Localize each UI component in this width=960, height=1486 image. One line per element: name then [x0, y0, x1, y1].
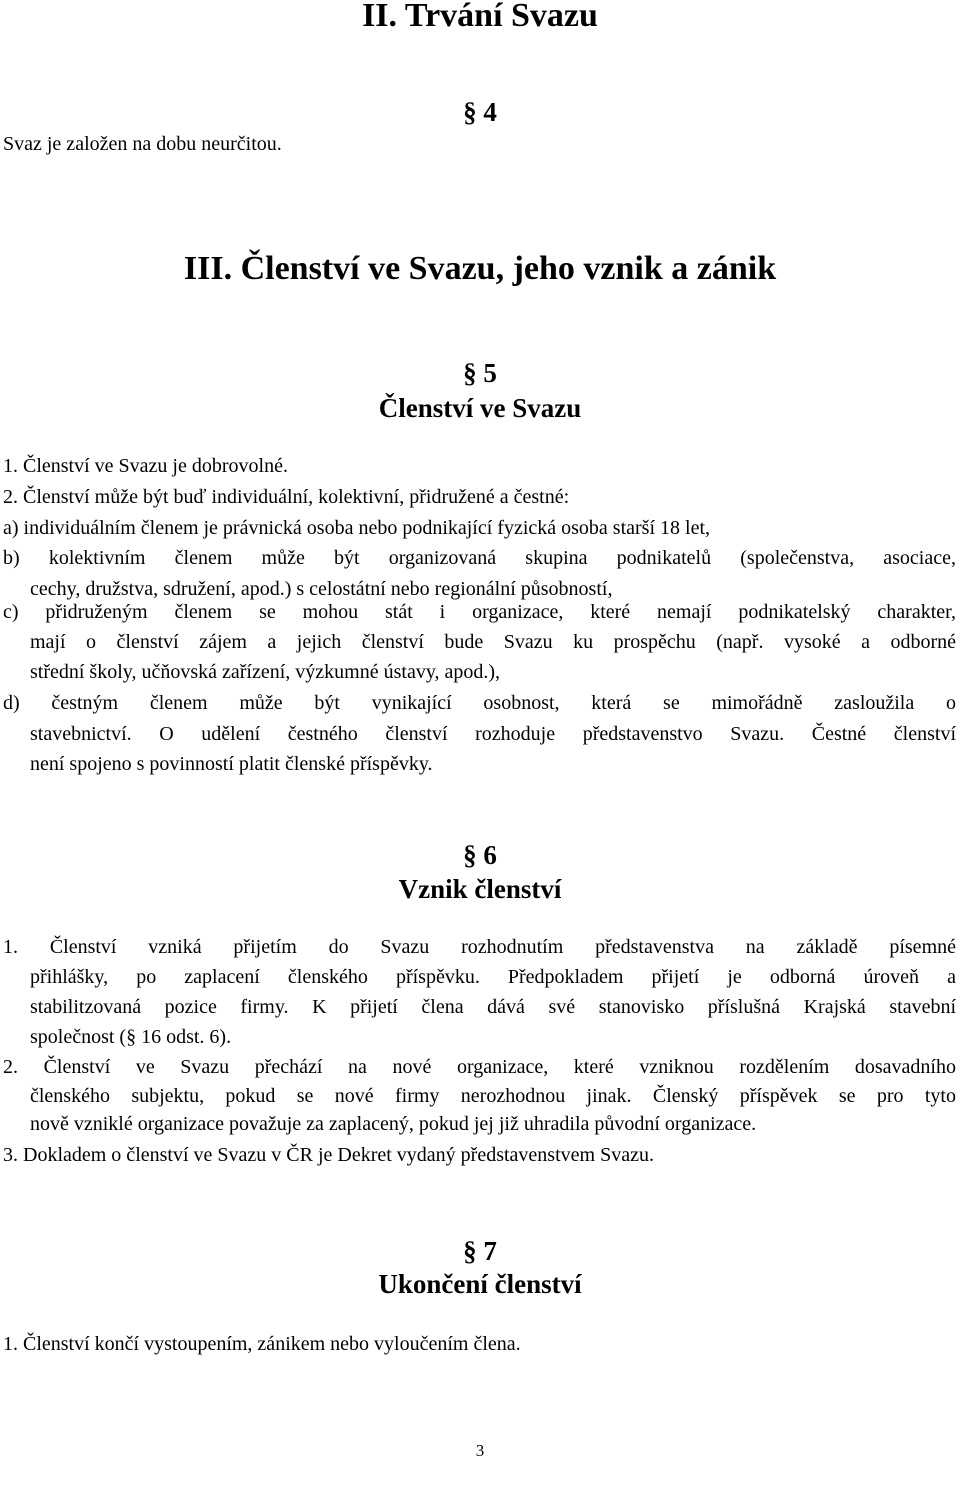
section-5-title: Členství ve Svazu: [378, 393, 582, 423]
section-4-text: Svaz je založen na dobu neurčitou.: [3, 133, 282, 155]
section-7-paragraph-1: 1. Členství končí vystoupením, zánikem nebo vyloučením člena.: [3, 1333, 521, 1355]
section-6-paragraph-1-line-3: stabilitzovaná pozice firmy. K přijetí člena dává své stanovisko příslušná Krajská stavební: [30, 996, 956, 1018]
section-5-item-c-line-1: c) přidruženým členem se mohou stát i organizace, které nemají podnikatelský charakter,: [3, 601, 956, 623]
section-6-paragraph-2-line-2: členského subjektu, pokud se nové firmy nerozhodnou jinak. Členský příspěvek se pro tyto: [30, 1085, 956, 1107]
section-6-paragraph-1-line-2: přihlášky, po zaplacení členského příspěvku. Předpokladem přijetí je odborná úroveň a: [30, 966, 956, 988]
section-5-item-b-line-2: cechy, družstva, sdružení, apod.) s celostátní nebo regionální působností,: [30, 578, 613, 600]
section-6-paragraph-2-line-1: 2. Členství ve Svazu přechází na nové organizace, které vzniknou rozdělením dosavadního: [3, 1056, 956, 1078]
section-6-paragraph-3: 3. Dokladem o členství ve Svazu v ČR je Dekret vydaný představenstvem Svazu.: [3, 1144, 654, 1166]
section-5-paragraph-1: 1. Členství ve Svazu je dobrovolné.: [3, 455, 288, 477]
section-5-number: § 5: [463, 358, 497, 388]
section-7-title: Ukončení členství: [378, 1269, 582, 1299]
section-4-number: § 4: [463, 97, 497, 127]
section-6-paragraph-1-line-1: 1. Členství vzniká přijetím do Svazu rozhodnutím představenstva na základě písemné: [3, 936, 956, 958]
section-5-item-b-line-1: b) kolektivním členem může být organizovaná skupina podnikatelů (společenstva, asociace,: [3, 547, 956, 569]
section-5-item-c-line-3: střední školy, učňovská zařízení, výzkumné ústavy, apod.),: [30, 661, 501, 683]
section-5-item-c-line-2: mají o členství zájem a jejich členství bude Svazu ku prospěchu (např. vysoké a odborné: [30, 631, 956, 653]
chapter-2-title: II. Trvání Svazu: [362, 0, 598, 34]
section-5-item-a: a) individuálním členem je právnická osoba nebo podnikající fyzická osoba starší 18 let,: [3, 517, 711, 539]
section-6-paragraph-1-line-4: společnost (§ 16 odst. 6).: [30, 1026, 232, 1048]
section-5-paragraph-2: 2. Členství může být buď individuální, kolektivní, přidružené a čestné:: [3, 486, 570, 508]
section-5-item-d-line-2: stavebnictví. O udělení čestného členství rozhoduje představenstvo Svazu. Čestné členství: [30, 723, 956, 745]
section-5-item-d-line-1: d) čestným členem může být vynikající osobnost, která se mimořádně zasloužila o: [3, 692, 956, 714]
section-6-number: § 6: [463, 840, 497, 870]
page-number: 3: [475, 1441, 485, 1460]
section-5-item-d-line-3: není spojeno s povinností platit členské příspěvky.: [30, 753, 433, 775]
section-6-paragraph-2-line-3: nově vzniklé organizace považuje za zaplacený, pokud jej již uhradila původní organizace.: [30, 1113, 757, 1135]
chapter-3-title: III. Členství ve Svazu, jeho vznik a zánik: [183, 250, 777, 287]
section-6-title: Vznik členství: [398, 874, 562, 904]
section-7-number: § 7: [463, 1236, 497, 1266]
